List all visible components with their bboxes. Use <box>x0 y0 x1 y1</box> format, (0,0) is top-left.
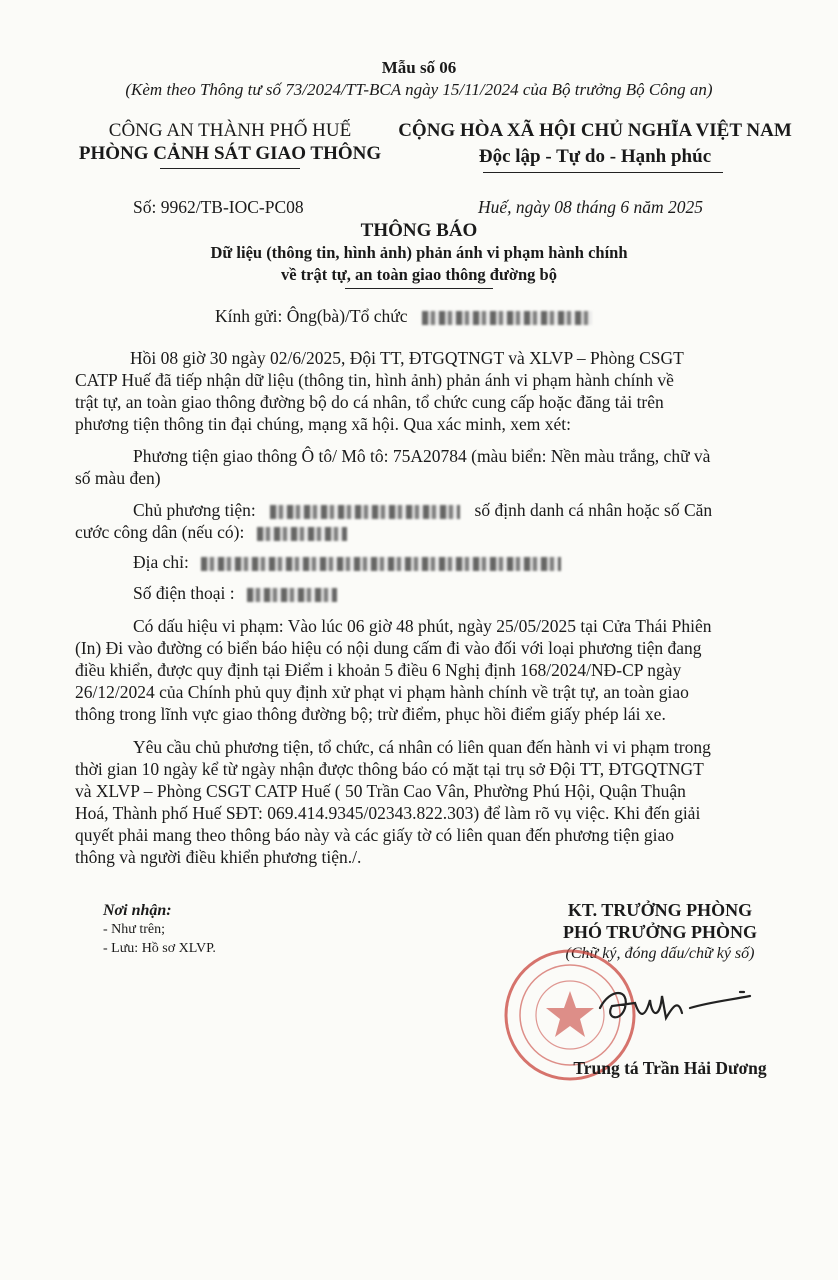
nation-underline <box>483 172 723 173</box>
recipients-item-1: - Như trên; <box>103 922 166 937</box>
redacted-recipient <box>422 311 592 325</box>
owner-tail: số định danh cá nhân hoặc số Căn <box>474 500 713 520</box>
handwritten-signature-icon <box>590 978 760 1038</box>
body-p1-line1: Hồi 08 giờ 30 ngày 02/6/2025, Đội TT, ĐTGQTNGT và XLVP – Phòng CSGT <box>130 348 684 368</box>
violation-line2: (In) Đi vào đường có biển báo hiệu có nội dung cấm đi vào đối với loại phương tiện đang <box>75 638 702 658</box>
redacted-address <box>201 557 561 571</box>
address-label: Địa chỉ: <box>133 552 189 572</box>
signature-note: (Chữ ký, đóng dấu/chữ ký số) <box>565 945 755 962</box>
vehicle-line2: số màu đen) <box>75 468 161 488</box>
body-p1-line2: CATP Huế đã tiếp nhận dữ liệu (thông tin, hình ảnh) phản ánh vi phạm hành chính về <box>75 370 674 390</box>
request-line2: thời gian 10 ngày kể từ ngày nhận được thông báo có mặt tại trụ sở Đội TT, ĐTGQTNGT <box>75 759 704 779</box>
request-line4: Hoá, Thành phố Huế SĐT: 069.414.9345/02343.822.303) để làm rõ vụ việc. Khi đến giải <box>75 803 701 823</box>
request-line6: thông và người điều khiển phương tiện./. <box>75 847 362 867</box>
nation-line-1: CỘNG HÒA XÃ HỘI CHỦ NGHĨA VIỆT NAM <box>398 120 792 141</box>
signature-line-1: KT. TRƯỞNG PHÒNG <box>567 900 753 920</box>
agency-underline <box>160 168 300 169</box>
owner-line <box>133 500 712 522</box>
request-line3: và XLVP – Phòng CSGT CATP Huế ( 50 Trần Cao Vân, Phường Phú Hội, Quận Thuận <box>75 781 686 801</box>
recipient-label: Kính gửi: Ông(bà)/Tổ chức <box>215 306 408 326</box>
violation-line4: 26/12/2024 của Chính phủ quy định xử phạt vi phạm hành chính về trật tự, an toàn giao <box>75 682 689 702</box>
vehicle-line1: Phương tiện giao thông Ô tô/ Mô tô: 75A20784 (màu biển: Nền màu trắng, chữ và <box>133 446 711 466</box>
phone-label: Số điện thoại : <box>133 583 235 603</box>
body-p1-line3: trật tự, an toàn giao thông đường bộ do cá nhân, tổ chức cung cấp hoặc đăng tải trên <box>75 392 664 412</box>
form-reference: (Kèm theo Thông tư số 73/2024/TT-BCA ngày 15/11/2024 của Bộ trưởng Bộ Công an) <box>125 80 713 99</box>
form-number: Mẫu số 06 <box>381 58 457 77</box>
recipient-line <box>215 306 592 328</box>
id-line <box>75 522 347 544</box>
agency-line-2: PHÒNG CẢNH SÁT GIAO THÔNG <box>78 143 382 164</box>
request-line1: Yêu cầu chủ phương tiện, tổ chức, cá nhân có liên quan đến hành vi vi phạm trong <box>133 737 711 757</box>
owner-label: Chủ phương tiện: <box>133 500 256 520</box>
redacted-owner <box>270 505 460 519</box>
document-number: Số: 9962/TB-IOC-PC08 <box>133 197 304 217</box>
redacted-phone <box>247 588 337 602</box>
address-line <box>133 552 561 574</box>
violation-line1: Có dấu hiệu vi phạm: Vào lúc 06 giờ 48 phút, ngày 25/05/2025 tại Cửa Thái Phiên <box>133 616 712 636</box>
redacted-id <box>257 527 347 541</box>
nation-line-2: Độc lập - Tự do - Hạnh phúc <box>478 146 712 167</box>
id-label: cước công dân (nếu có): <box>75 522 245 542</box>
signer-name: Trung tá Trần Hải Dương <box>573 1058 767 1078</box>
title-underline <box>345 288 493 289</box>
phone-line <box>133 583 337 605</box>
recipients-heading: Nơi nhận: <box>103 902 172 919</box>
body-p1-line4: phương tiện thông tin đại chúng, mạng xã hội. Qua xác minh, xem xét: <box>75 414 572 434</box>
document-title: THÔNG BÁO <box>360 220 478 241</box>
violation-line5: thông trong lĩnh vực giao thông đường bộ; trừ điểm, phục hồi điểm giấy phép lái xe. <box>75 704 666 724</box>
agency-line-1: CÔNG AN THÀNH PHỐ HUẾ <box>108 120 352 141</box>
violation-line3: điều khiển, được quy định tại Điểm i khoản 5 điều 6 Nghị định 168/2024/NĐ-CP ngày <box>75 660 682 680</box>
place-date: Huế, ngày 08 tháng 6 năm 2025 <box>478 197 704 217</box>
signature-line-2: PHÓ TRƯỞNG PHÒNG <box>562 922 757 942</box>
document-subtitle-1: Dữ liệu (thông tin, hình ảnh) phản ánh vi phạm hành chính <box>210 243 628 262</box>
request-line5: quyết phải mang theo thông báo này và các giấy tờ có liên quan đến phương tiện giao <box>75 825 675 845</box>
document-subtitle-2: về trật tự, an toàn giao thông đường bộ <box>280 265 557 284</box>
recipients-item-2: - Lưu: Hồ sơ XLVP. <box>103 941 216 956</box>
